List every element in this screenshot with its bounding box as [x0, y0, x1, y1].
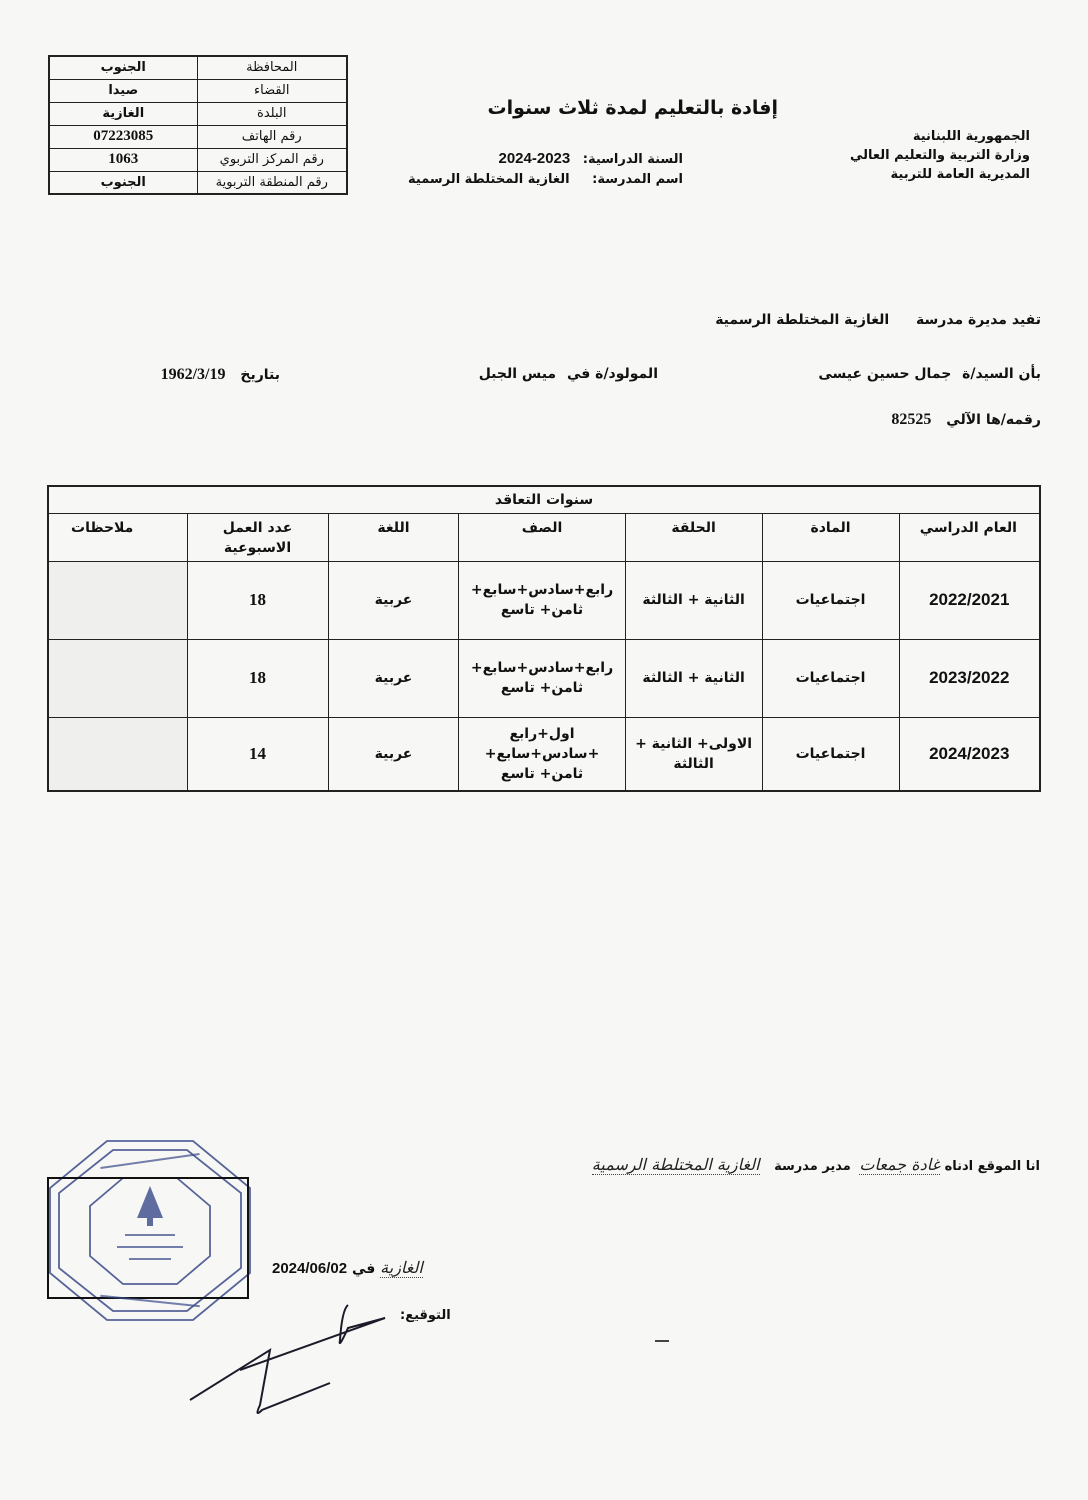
info-label: رقم الهاتف [197, 125, 347, 148]
subject-cell: اجتماعيات [762, 639, 899, 717]
ministry-line-republic: الجمهورية اللبنانية [912, 129, 1030, 144]
id-label: رقمه/ها الآلي [946, 412, 1041, 428]
info-value: الجنوب [49, 56, 197, 79]
intro-line [715, 312, 1041, 328]
grade-cell: رابع+سادس+سابع+ ثامن+ تاسع [459, 639, 625, 717]
ministry-line-directorate: المديرية العامة للتربية [890, 167, 1030, 182]
table-header-row [48, 513, 1040, 561]
handwritten-signature [180, 1300, 400, 1420]
subject-cell: اجتماعيات [762, 717, 899, 791]
birthplace-label: المولود/ة في [566, 366, 658, 382]
info-label: المحافظة [197, 56, 347, 79]
year-cell: 2022/2021 [899, 561, 1040, 639]
info-row [49, 102, 347, 125]
weekly-hours-cell: 14 [187, 717, 328, 791]
place-date-line [272, 1258, 423, 1277]
cycle-cell: الثانية + الثالثة [625, 561, 762, 639]
cycle-cell: الثانية + الثالثة [625, 639, 762, 717]
date-connector: في [351, 1261, 376, 1277]
column-header: اللغة [328, 513, 459, 561]
person-line [818, 366, 1041, 382]
info-row [49, 79, 347, 102]
notes-cell [48, 639, 187, 717]
column-header: ملاحظات [48, 513, 187, 561]
subject-cell: اجتماعيات [762, 561, 899, 639]
contract-years-table [47, 485, 1041, 792]
language-cell: عربية [328, 561, 459, 639]
notes-cell [48, 717, 187, 791]
person-name: جمال حسين عيسى [818, 366, 952, 382]
school-info-table [48, 55, 348, 195]
birthdate-label: بتاريخ [240, 367, 280, 383]
info-value: الغازية [49, 102, 197, 125]
official-stamp [45, 1138, 255, 1323]
info-value: 07223085 [49, 125, 197, 148]
cycle-cell: الاولى+ الثانية + الثالثة [625, 717, 762, 791]
school-name-line [408, 172, 683, 187]
school-name-label: اسم المدرسة: [592, 172, 683, 187]
table-row [48, 561, 1040, 639]
intro-label: تفيد مديرة مدرسة [916, 312, 1041, 328]
info-value: الجنوب [49, 171, 197, 194]
document-title: إفادة بالتعليم لمدة ثلاث سنوات [487, 97, 778, 119]
academic-year-label: السنة الدراسية: [582, 152, 683, 167]
director-of-school-label: مدير مدرسة [774, 1159, 851, 1174]
info-label: رقم المنطقة التربوية [197, 171, 347, 194]
column-header: المادة [762, 513, 899, 561]
language-cell: عربية [328, 717, 459, 791]
director-name: غادة جمعات [859, 1155, 941, 1174]
ministry-header [850, 127, 1030, 184]
table-row [48, 717, 1040, 791]
birthdate-value: 1962/3/19 [160, 366, 226, 383]
id-line [891, 411, 1041, 429]
column-header: العام الدراسي [899, 513, 1040, 561]
table-row [48, 639, 1040, 717]
year-cell: 2024/2023 [899, 717, 1040, 791]
weekly-hours-cell: 18 [187, 639, 328, 717]
language-cell: عربية [328, 639, 459, 717]
dash-mark [655, 1340, 669, 1342]
ministry-line-ministry: وزارة التربية والتعليم العالي [849, 148, 1030, 163]
info-value: صيدا [49, 79, 197, 102]
signature-label: التوقيع: [400, 1308, 451, 1323]
id-value: 82525 [891, 411, 932, 428]
grade-cell: رابع+سادس+سابع+ ثامن+ تاسع [459, 561, 625, 639]
info-value: 1063 [49, 148, 197, 171]
date-value: 2024/06/02 [272, 1260, 348, 1277]
info-row [49, 171, 347, 194]
info-label: البلدة [197, 102, 347, 125]
column-header: الصف [459, 513, 625, 561]
grade-cell: اول+رابع +سادس+سابع+ ثامن+ تاسع [459, 717, 625, 791]
info-label: القضاء [197, 79, 347, 102]
intro-school: الغازية المختلطة الرسمية [715, 312, 890, 328]
undersigned-line [592, 1155, 1040, 1174]
info-row [49, 56, 347, 79]
undersigned-prefix: انا الموقع ادناه [944, 1159, 1040, 1174]
info-row [49, 148, 347, 171]
academic-year-line [498, 150, 683, 167]
academic-year-value: 2024-2023 [498, 150, 571, 167]
notes-cell [48, 561, 187, 639]
school-handwritten: الغازية المختلطة الرسمية [591, 1155, 760, 1174]
birthplace-value: ميس الجبل [478, 366, 557, 382]
column-header: عدد العمل الاسبوعية [187, 513, 328, 561]
school-name-value: الغازية المختلطة الرسمية [408, 172, 570, 187]
year-cell: 2023/2022 [899, 639, 1040, 717]
column-header: الحلقة [625, 513, 762, 561]
place-value: الغازية [380, 1258, 423, 1277]
table-caption: سنوات التعاقد [48, 486, 1040, 513]
weekly-hours-cell: 18 [187, 561, 328, 639]
info-label: رقم المركز التربوي [197, 148, 347, 171]
person-label: بأن السيد/ة [962, 366, 1041, 382]
info-row [49, 125, 347, 148]
birthdate-line [161, 366, 280, 384]
birthplace-line [479, 366, 658, 382]
